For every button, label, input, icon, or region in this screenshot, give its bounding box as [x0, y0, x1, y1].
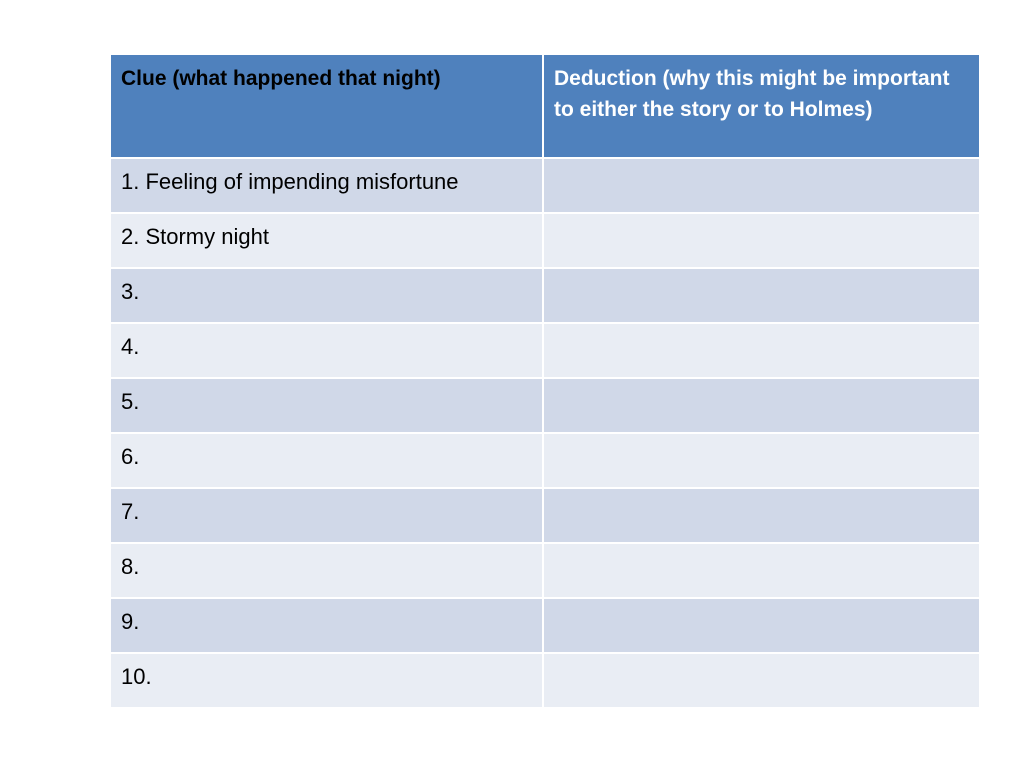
clue-deduction-table	[109, 53, 981, 709]
table-row	[110, 323, 980, 378]
table-row	[110, 598, 980, 653]
deduction-cell[interactable]	[543, 158, 980, 213]
deduction-cell[interactable]	[543, 323, 980, 378]
table-row	[110, 268, 980, 323]
clue-cell[interactable]: 3.	[110, 268, 543, 323]
clue-cell[interactable]: 7.	[110, 488, 543, 543]
table-row	[110, 433, 980, 488]
table-row	[110, 653, 980, 708]
clue-cell[interactable]: 5.	[110, 378, 543, 433]
header-clue: Clue (what happened that night)	[110, 54, 543, 158]
deduction-cell[interactable]	[543, 598, 980, 653]
table-row	[110, 543, 980, 598]
deduction-cell[interactable]	[543, 378, 980, 433]
table-row	[110, 378, 980, 433]
table-row	[110, 158, 980, 213]
clue-cell[interactable]: 9.	[110, 598, 543, 653]
clue-cell[interactable]: 6.	[110, 433, 543, 488]
table-row	[110, 488, 980, 543]
clue-cell[interactable]: 4.	[110, 323, 543, 378]
deduction-cell[interactable]	[543, 488, 980, 543]
clue-cell[interactable]: 1. Feeling of impending misfortune	[110, 158, 543, 213]
clue-cell[interactable]: 10.	[110, 653, 543, 708]
deduction-cell[interactable]	[543, 653, 980, 708]
deduction-cell[interactable]	[543, 268, 980, 323]
clue-cell[interactable]: 8.	[110, 543, 543, 598]
deduction-cell[interactable]	[543, 543, 980, 598]
clue-cell[interactable]: 2. Stormy night	[110, 213, 543, 268]
header-deduction: Deduction (why this might be important to either the story or to Holmes)	[543, 54, 980, 158]
table-row	[110, 213, 980, 268]
deduction-cell[interactable]	[543, 433, 980, 488]
deduction-cell[interactable]	[543, 213, 980, 268]
table-header-row	[110, 54, 980, 158]
